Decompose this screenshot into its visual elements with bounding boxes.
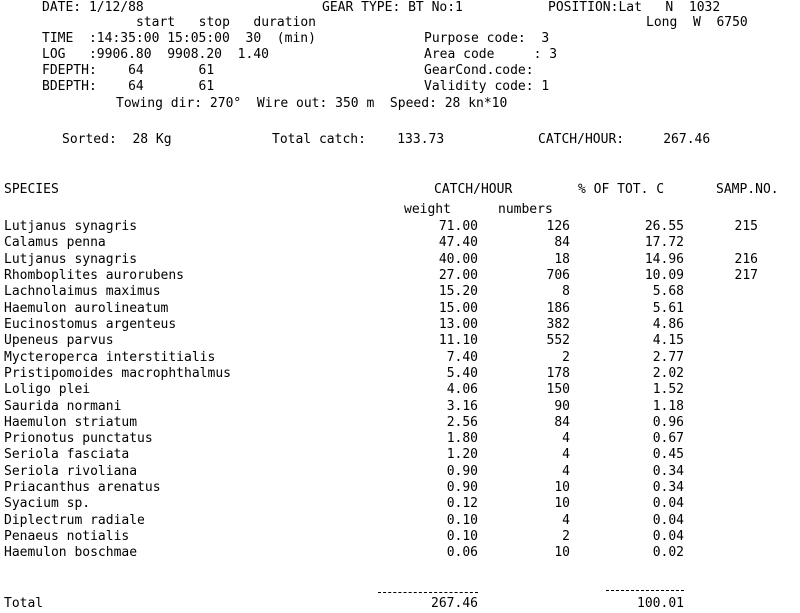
catch-weight: 0.10 [446,529,478,544]
species-name: Rhomboplites aurorubens [4,268,185,283]
species-name: Saurida normani [4,399,122,414]
percent-of-total: 14.96 [644,252,684,267]
percent-of-total: 0.34 [652,464,684,479]
catch-weight: 47.40 [438,235,478,250]
catch-weight: 27.00 [438,268,478,283]
catch-numbers: 2 [562,529,570,544]
species-name: Lutjanus synagris [4,252,138,267]
percent-of-total: 10.09 [644,268,684,283]
catch-numbers: 4 [562,513,570,528]
total-percent: 100.01 [637,596,684,611]
percent-of-total: 1.18 [652,399,684,414]
species-name: Syacium sp. [4,496,91,511]
percent-of-total: 5.61 [652,301,684,316]
catch-weight: 0.90 [446,464,478,479]
catch-weight: 15.00 [438,301,478,316]
total-catch: Total catch: 133.73 [272,132,445,147]
catch-weight: 0.90 [446,480,478,495]
catch-weight: 40.00 [438,252,478,267]
pct-total-header: % OF TOT. C [578,182,665,197]
catch-numbers: 706 [546,268,570,283]
percent-of-total: 0.04 [652,513,684,528]
percent-of-total: 26.55 [644,219,684,234]
catch-numbers: 18 [554,252,570,267]
species-name: Lachnolaimus maximus [4,284,161,299]
total-label: Total [4,596,44,611]
catch-weight: 3.16 [446,399,478,414]
catch-weight: 7.40 [446,350,478,365]
catch-weight: 0.06 [446,545,478,560]
species-name: Mycteroperca interstitialis [4,350,216,365]
sample-number: 217 [734,268,758,283]
purpose-code-field: Purpose code: 3 [424,31,550,46]
catch-per-hour: CATCH/HOUR: 267.46 [538,132,711,147]
percent-of-total: 0.04 [652,496,684,511]
area-code-field: Area code : 3 [424,47,558,62]
species-name: Haemulon aurolineatum [4,301,169,316]
species-name: Haemulon striatum [4,415,138,430]
catch-numbers: 10 [554,545,570,560]
position-long-field: Long W 6750 [646,15,748,30]
catch-weight: 5.40 [446,366,478,381]
percent-of-total: 2.77 [652,350,684,365]
towing-info: Towing dir: 270° Wire out: 350 m Speed: 28 kn*10 [116,96,508,111]
catch-weight: 15.20 [438,284,478,299]
catch-numbers: 552 [546,333,570,348]
species-name: Upeneus parvus [4,333,114,348]
catch-weight: 4.06 [446,382,478,397]
gear-type-field: GEAR TYPE: BT No:1 [322,0,463,15]
species-name: Calamus penna [4,235,106,250]
percent-of-total: 5.68 [652,284,684,299]
percent-of-total: 17.72 [644,235,684,250]
time-column-headings: start stop duration [136,15,317,30]
species-name: Lutjanus synagris [4,219,138,234]
catch-numbers: 382 [546,317,570,332]
position-lat-field: POSITION:Lat N 1032 [548,0,721,15]
date-field: DATE: 1/12/88 [42,0,144,15]
percent-of-total: 4.15 [652,333,684,348]
catch-weight: 11.10 [438,333,478,348]
percent-of-total: 0.34 [652,480,684,495]
catch-numbers: 4 [562,464,570,479]
bdepth-row: BDEPTH: 64 61 [42,79,215,94]
total-weight: 267.46 [431,596,478,611]
catch-numbers: 4 [562,447,570,462]
catch-numbers: 150 [546,382,570,397]
species-name: Haemulon boschmae [4,545,138,560]
catch-numbers: 178 [546,366,570,381]
species-name: Diplectrum radiale [4,513,145,528]
percent-of-total: 0.04 [652,529,684,544]
catch-weight: 71.00 [438,219,478,234]
catch-numbers: 90 [554,399,570,414]
weight-subheader: weight [404,202,451,217]
species-name: Penaeus notialis [4,529,130,544]
catch-numbers: 2 [562,350,570,365]
species-name: Eucinostomus argenteus [4,317,177,332]
percent-of-total: 0.45 [652,447,684,462]
catch-weight: 0.10 [446,513,478,528]
percent-of-total: 1.52 [652,382,684,397]
catch-numbers: 4 [562,431,570,446]
catch-numbers: 10 [554,496,570,511]
gearcond-code-field: GearCond.code: [424,63,534,78]
species-header: SPECIES [4,182,59,197]
catch-weight: 13.00 [438,317,478,332]
fdepth-row: FDEPTH: 64 61 [42,63,215,78]
catch-numbers: 186 [546,301,570,316]
percent-of-total: 0.96 [652,415,684,430]
validity-code-field: Validity code: 1 [424,79,550,94]
species-name: Prionotus punctatus [4,431,153,446]
species-name: Seriola rivoliana [4,464,138,479]
percent-of-total: 4.86 [652,317,684,332]
catch-weight: 2.56 [446,415,478,430]
sorted-weight: Sorted: 28 Kg [62,132,172,147]
catch-weight: 1.20 [446,447,478,462]
species-name: Pristipomoides macrophthalmus [4,366,231,381]
species-name: Loligo plei [4,382,91,397]
catch-numbers: 10 [554,480,570,495]
percent-of-total: 0.67 [652,431,684,446]
sample-number: 216 [734,252,758,267]
sample-number-header: SAMP.NO. [716,182,779,197]
sample-number: 215 [734,219,758,234]
catch-numbers: 84 [554,235,570,250]
percent-of-total: 0.02 [652,545,684,560]
species-name: Seriola fasciata [4,447,130,462]
catch-hour-header: CATCH/HOUR [434,182,513,197]
catch-weight: 1.80 [446,431,478,446]
log-row: LOG :9906.80 9908.20 1.40 [42,47,269,62]
catch-numbers: 84 [554,415,570,430]
pct-total-rule [606,590,684,591]
numbers-subheader: numbers [498,202,553,217]
catch-numbers: 8 [562,284,570,299]
percent-of-total: 2.02 [652,366,684,381]
catch-weight: 0.12 [446,496,478,511]
time-row: TIME :14:35:00 15:05:00 30 (min) [42,31,316,46]
weight-total-rule [378,592,478,593]
catch-numbers: 126 [546,219,570,234]
species-name: Priacanthus arenatus [4,480,161,495]
